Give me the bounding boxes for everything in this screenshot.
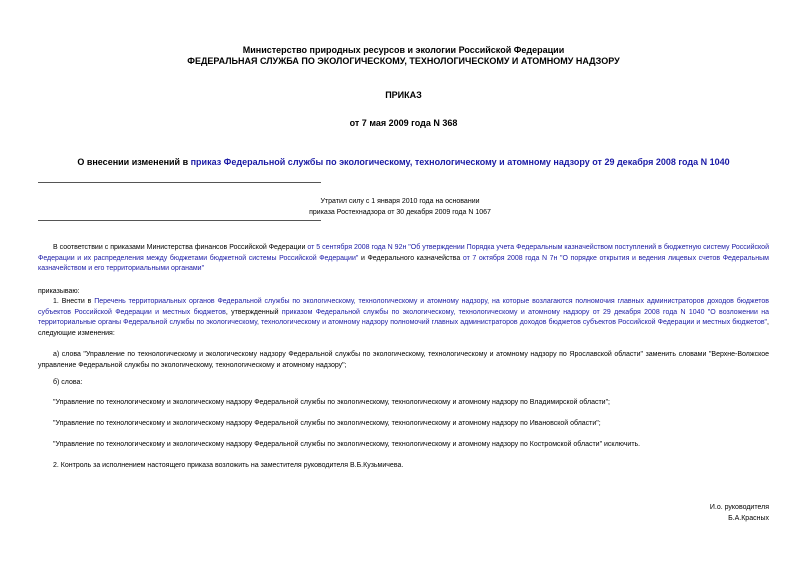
minfin-order-92n-link[interactable]: от 5 сентября 2008 года N 92н "Об утверждении Порядка учета Федеральным казначейством поступлений в бюджетную систему Российской Федерации и их распределения между бюджетами бюджетной системы Российской Федерации" [38, 244, 769, 262]
separator-line-bottom [38, 220, 321, 221]
item-1-text-3: , следующие изменения: [38, 319, 769, 337]
service-name: ФЕДЕРАЛЬНАЯ СЛУЖБА ПО ЭКОЛОГИЧЕСКОМУ, ТЕХНОЛОГИЧЕСКОМУ И АТОМНОМУ НАДЗОРУ [187, 56, 620, 66]
document-title [0, 157, 807, 168]
item-2-paragraph: 2. Контроль за исполнением настоящего приказа возложить на заместителя руководителя В.Б.Кузьмичева. [53, 462, 404, 469]
preamble-text-1: В соответствии с приказами Министерства финансов Российской Федерации [53, 244, 308, 251]
item-b-paragraph: б) слова: [53, 379, 83, 386]
separator-line-top [38, 182, 321, 183]
status-note-line1: Утратил силу с 1 января 2010 года на основании [320, 198, 480, 205]
signatory-name: Б.А.Красных [728, 515, 769, 522]
preamble-text-2: и Федерального казначейства [358, 254, 463, 262]
territorial-bodies-list-link[interactable]: Перечень территориальных органов Федеральной службы по экологическому, технологическому и атомному надзору, на которые возлагаются полномочия главных администраторов доходов бюджетов субъектов Российской Федерации и местных бюджетов [38, 298, 769, 316]
title-amended-order-link[interactable]: приказ Федеральной службы по экологическому, технологическому и атомному надзору от 29 декабря 2008 года N 1040 [190, 157, 730, 167]
item-1-text-2: , утвержденный [225, 308, 282, 316]
document-type: ПРИКАЗ [385, 90, 422, 100]
item-a-paragraph: а) слова "Управление по технологическому и экологическому надзору Федеральной службы по экологическому, технологическому и атомному надзору по Ярославской области" заменить словами "Верхне-Волжское управление Федеральной службы по экологическому, технологическому и атомному надзору"; [38, 351, 769, 369]
quote-ivanovo: "Управление по технологическому и экологическому надзору Федеральной службы по экологическому, технологическому и атомному надзору по Ивановской области"; [53, 420, 601, 427]
order-1040-link[interactable]: приказом Федеральной службы по экологическому, технологическому и атомному надзору от 29 декабря 2008 года N 1040 "О возложении на территориальные органы Федеральной службы по экологическому, технологическому и атомному надзору полномочий главных администраторов доходов бюджетов субъектов Российской Федерации и местных бюджетов" [38, 308, 769, 326]
document-date: от 7 мая 2009 года N 368 [349, 118, 458, 128]
item-1-text-1: 1. Внести в [53, 298, 95, 305]
title-prefix: О внесении изменений в [77, 157, 191, 167]
quote-kostroma: "Управление по технологическому и экологическому надзору Федеральной службы по экологическому, технологическому и атомному надзору по Костромской области" исключить. [53, 441, 641, 448]
quote-vladimir: "Управление по технологическому и экологическому надзору Федеральной службы по экологическому, технологическому и атомному надзору по Владимирской области"; [53, 399, 611, 406]
order-word: приказываю: [38, 288, 80, 295]
preamble-paragraph [38, 243, 769, 275]
ministry-name: Министерство природных ресурсов и экологии Российской Федерации [242, 45, 565, 55]
status-note-line2: приказа Ростехнадзора от 30 декабря 2009 года N 1067 [309, 209, 491, 216]
item-1-paragraph [38, 297, 769, 339]
signatory-position: И.о. руководителя [709, 504, 769, 511]
treasury-order-7n-link[interactable]: от 7 октября 2008 года N 7н "О порядке открытия и ведения лицевых счетов Федеральным казначейством и его территориальными органами" [38, 254, 769, 272]
